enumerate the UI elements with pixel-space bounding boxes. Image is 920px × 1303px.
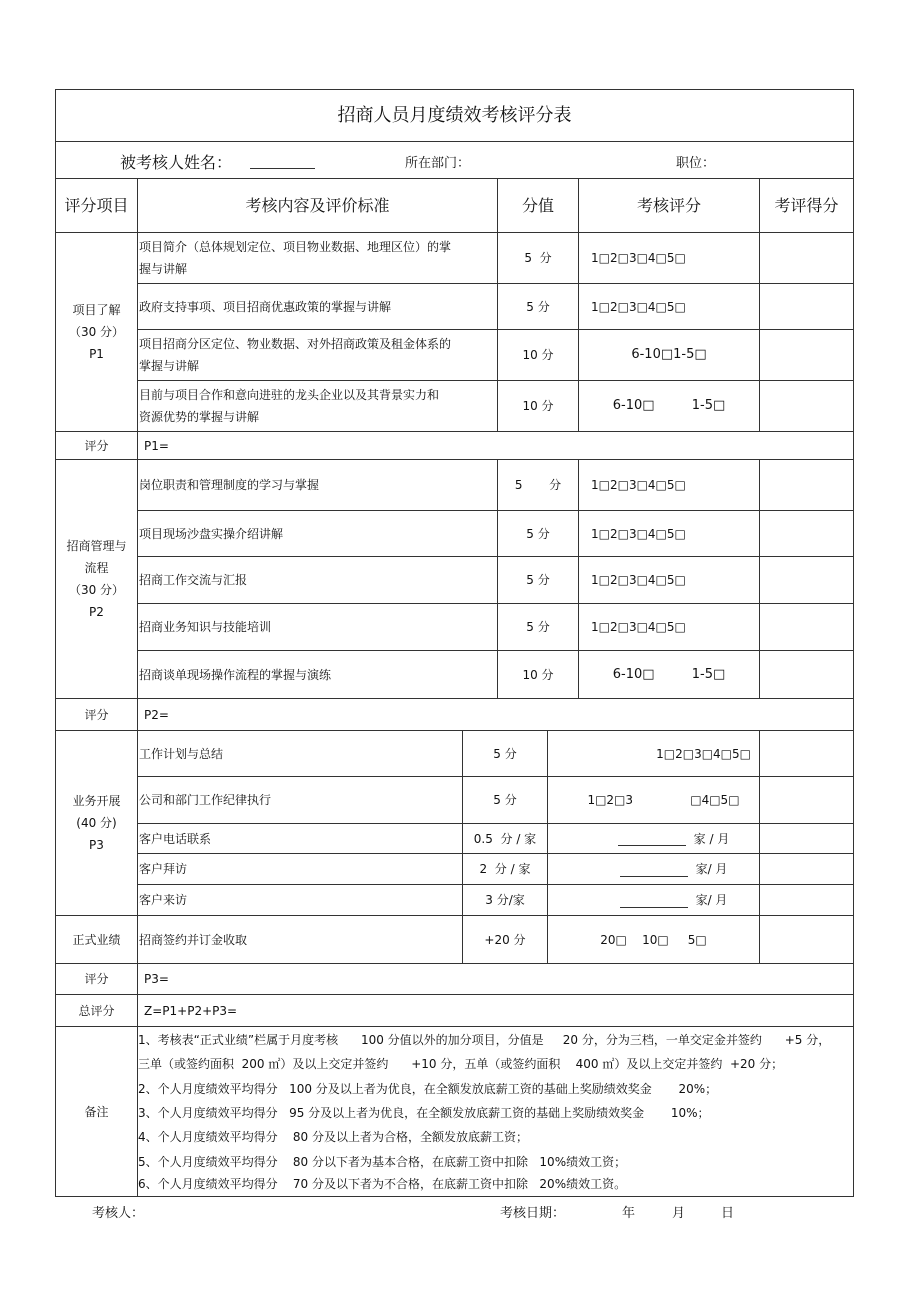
rating-checkboxes[interactable]: 1□2□3□4□5□ bbox=[578, 283, 760, 330]
criterion-points: 5 分 bbox=[497, 232, 579, 284]
criterion-text: 岗位职责和管理制度的学习与掌握 bbox=[137, 459, 498, 511]
criterion-points: 3 分/家 bbox=[462, 884, 548, 916]
rating-checkboxes[interactable]: 1□2□3□4□5□ bbox=[578, 459, 760, 511]
rating-checkboxes[interactable]: 1□2□3 □4□5□ bbox=[547, 776, 760, 824]
criterion-text: 政府支持事项、项目招商优惠政策的掌握与讲解 bbox=[137, 283, 498, 330]
count-per-month bbox=[547, 884, 760, 916]
result-input[interactable] bbox=[759, 556, 854, 604]
count-blank[interactable] bbox=[620, 862, 688, 877]
subtotal-p2: P2= bbox=[137, 698, 854, 731]
result-input[interactable] bbox=[759, 884, 854, 916]
criterion-points: 5 分 bbox=[497, 510, 579, 557]
criterion-text: 项目招商分区定位、物业数据、对外招商政策及租金体系的 掌握与讲解 bbox=[137, 329, 498, 381]
count-blank[interactable] bbox=[620, 893, 688, 908]
criterion-text: 招商业务知识与技能培训 bbox=[137, 603, 498, 651]
criterion-text: 公司和部门工作纪律执行 bbox=[137, 776, 463, 824]
subtotal-p1: P1= bbox=[137, 431, 854, 460]
criterion-points: 5 分 bbox=[497, 283, 579, 330]
year-label: 年 bbox=[622, 1206, 636, 1221]
remark-line: 1、考核表“正式业绩”栏属于月度考核 100 分值以外的加分项目，分值是 20 分，分为三档，一单交定金并签约 +5 分， bbox=[138, 1033, 831, 1047]
subtotal-label-p2: 评分 bbox=[55, 698, 138, 731]
col-header-item: 评分项目 bbox=[55, 178, 138, 233]
section-label-p2: 招商管理与 流程 （30 分） P2 bbox=[55, 459, 138, 699]
criterion-points: 10 分 bbox=[497, 650, 579, 699]
criterion-text: 项目简介（总体规划定位、项目物业数据、地理区位）的掌 握与讲解 bbox=[137, 232, 498, 284]
result-input[interactable] bbox=[759, 329, 854, 381]
result-input[interactable] bbox=[759, 730, 854, 777]
criterion-text: 目前与项目合作和意向进驻的龙头企业以及其背景实力和 资源优势的掌握与讲解 bbox=[137, 380, 498, 432]
name-field[interactable] bbox=[250, 168, 315, 169]
rating-checkboxes[interactable]: 1□2□3□4□5□ bbox=[547, 730, 760, 777]
criterion-points: 0.5 分 / 家 bbox=[462, 823, 548, 854]
unit-label: 家/ 月 bbox=[695, 862, 728, 876]
result-input[interactable] bbox=[759, 823, 854, 854]
criterion-text: 工作计划与总结 bbox=[137, 730, 463, 777]
remark-line: 4、个人月度绩效平均得分 80 分及以上者为合格，全额发放底薪工资； bbox=[138, 1130, 528, 1144]
section-label-p1: 项目了解 （30 分） P1 bbox=[55, 232, 138, 432]
result-input[interactable] bbox=[759, 650, 854, 699]
criterion-text: 客户拜访 bbox=[137, 853, 463, 885]
rating-checkboxes[interactable]: 1□2□3□4□5□ bbox=[578, 510, 760, 557]
col-header-content: 考核内容及评价标准 bbox=[137, 178, 498, 233]
col-header-result: 考评得分 bbox=[759, 178, 854, 233]
remark-line: 三单（或签约面积 200 ㎡）及以上交定并签约 +10 分，五单（或签约面积 400 ㎡）及以上交定并签约 +20 分； bbox=[138, 1057, 784, 1071]
rating-checkboxes[interactable]: 6-10□ 1-5□ bbox=[578, 650, 760, 699]
month-label: 月 bbox=[672, 1206, 686, 1221]
dept-label: 所在部门： bbox=[405, 156, 471, 171]
count-blank[interactable] bbox=[618, 831, 686, 846]
criterion-text: 招商签约并订金收取 bbox=[137, 915, 463, 964]
form-title: 招商人员月度绩效考核评分表 bbox=[55, 89, 854, 142]
criterion-text: 项目现场沙盘实操介绍讲解 bbox=[137, 510, 498, 557]
col-header-score: 分值 bbox=[497, 178, 579, 233]
criterion-points: 5 分 bbox=[497, 556, 579, 604]
criterion-text: 客户电话联系 bbox=[137, 823, 463, 854]
result-input[interactable] bbox=[759, 510, 854, 557]
criterion-points: 5 分 bbox=[497, 459, 579, 511]
result-input[interactable] bbox=[759, 232, 854, 284]
rating-checkboxes[interactable]: 1□2□3□4□5□ bbox=[578, 232, 760, 284]
subtotal-label-p1: 评分 bbox=[55, 431, 138, 460]
unit-label: 家 / 月 bbox=[693, 831, 730, 846]
criterion-points: 10 分 bbox=[497, 380, 579, 432]
rating-checkboxes[interactable]: 6-10□1-5□ bbox=[578, 329, 760, 381]
result-input[interactable] bbox=[759, 603, 854, 651]
subtotal-label-p3: 评分 bbox=[55, 963, 138, 995]
rating-checkboxes[interactable]: 1□2□3□4□5□ bbox=[578, 603, 760, 651]
assessor-label: 考核人： bbox=[92, 1206, 145, 1221]
criterion-points: +20 分 bbox=[462, 915, 548, 964]
criterion-points: 5 分 bbox=[497, 603, 579, 651]
total-label: 总评分 bbox=[55, 994, 138, 1027]
criterion-text: 招商工作交流与汇报 bbox=[137, 556, 498, 604]
result-input[interactable] bbox=[759, 283, 854, 330]
rating-checkboxes[interactable]: 6-10□ 1-5□ bbox=[578, 380, 760, 432]
criterion-points: 10 分 bbox=[497, 329, 579, 381]
section-label-p3: 业务开展 (40 分) P3 bbox=[55, 730, 138, 916]
remarks-label: 备注 bbox=[55, 1026, 138, 1197]
result-input[interactable] bbox=[759, 380, 854, 432]
result-input[interactable] bbox=[759, 459, 854, 511]
date-label: 考核日期： bbox=[500, 1206, 566, 1221]
total-score: Z=P1+P2+P3= bbox=[137, 994, 854, 1027]
count-per-month bbox=[547, 823, 760, 854]
criterion-points: 5 分 bbox=[462, 776, 548, 824]
criterion-points: 2 分 / 家 bbox=[462, 853, 548, 885]
remark-line: 6、个人月度绩效平均得分 70 分及以下者为不合格，在底薪工资中扣除 20%绩效工资。 bbox=[138, 1177, 627, 1191]
rating-checkboxes[interactable]: 20□ 10□ 5□ bbox=[547, 915, 760, 964]
remark-line: 5、个人月度绩效平均得分 80 分以下者为基本合格，在底薪工资中扣除 10%绩效工资； bbox=[138, 1155, 627, 1169]
rating-checkboxes[interactable]: 1□2□3□4□5□ bbox=[578, 556, 760, 604]
criterion-text: 客户来访 bbox=[137, 884, 463, 916]
result-input[interactable] bbox=[759, 853, 854, 885]
result-input[interactable] bbox=[759, 915, 854, 964]
unit-label: 家/ 月 bbox=[695, 893, 728, 907]
position-label: 职位： bbox=[676, 156, 716, 171]
name-label: 被考核人姓名： bbox=[120, 153, 233, 172]
count-per-month bbox=[547, 853, 760, 885]
remark-line: 3、个人月度绩效平均得分 95 分及以上者为优良，在全额发放底薪工资的基础上奖励绩效奖金 10%； bbox=[138, 1106, 710, 1120]
day-label: 日 bbox=[721, 1206, 735, 1221]
remark-line: 2、个人月度绩效平均得分 100 分及以上者为优良，在全额发放底薪工资的基础上奖励绩效奖金 20%； bbox=[138, 1082, 718, 1096]
criterion-points: 5 分 bbox=[462, 730, 548, 777]
formal-label: 正式业绩 bbox=[55, 915, 138, 964]
result-input[interactable] bbox=[759, 776, 854, 824]
criterion-text: 招商谈单现场操作流程的掌握与演练 bbox=[137, 650, 498, 699]
col-header-rating: 考核评分 bbox=[578, 178, 760, 233]
subtotal-p3: P3= bbox=[137, 963, 854, 995]
